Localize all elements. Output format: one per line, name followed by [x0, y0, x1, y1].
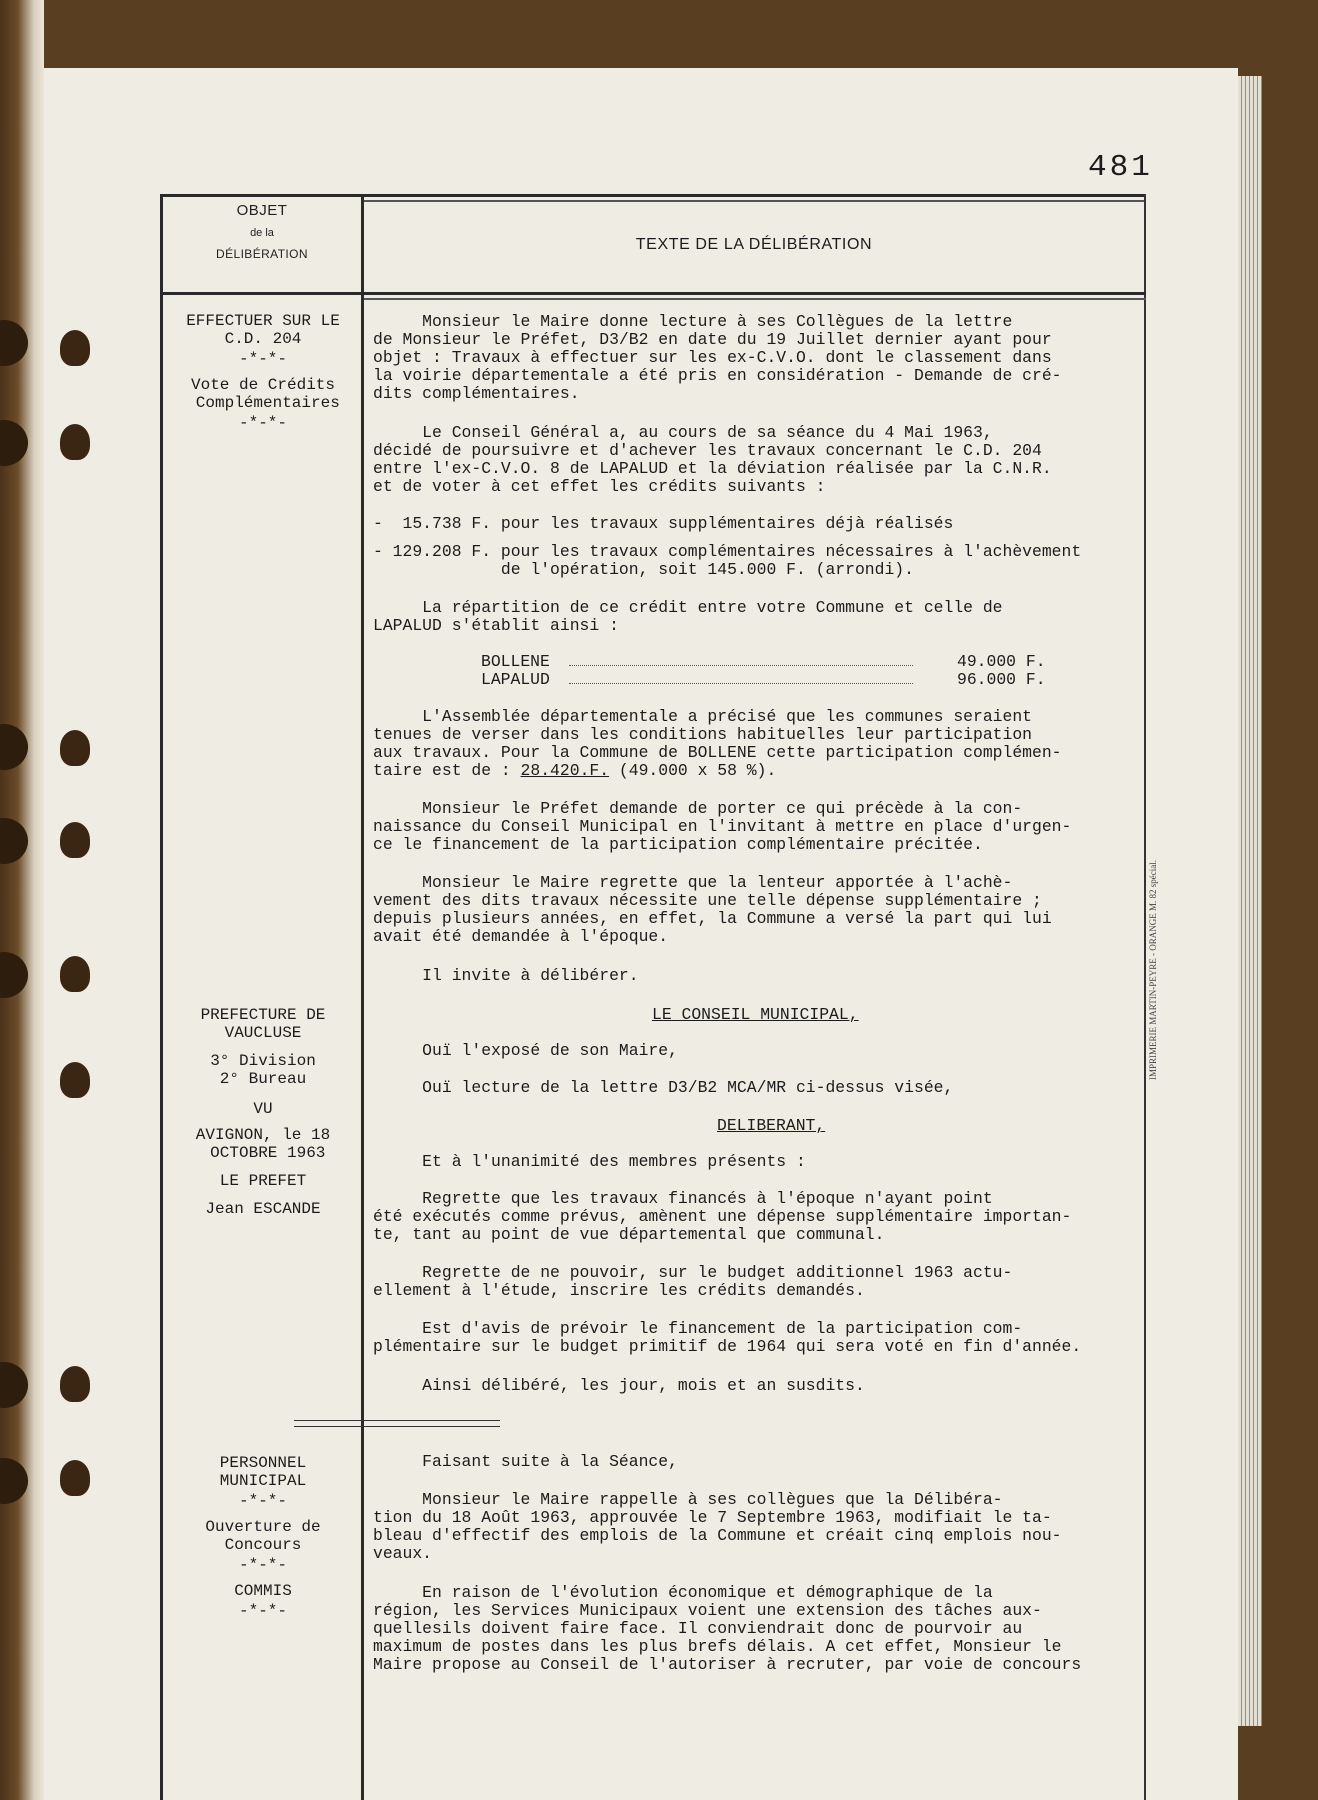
header-bottom-rule-inner — [364, 298, 1146, 300]
body-line: vement des dits travaux nécessite une telle dépense supplémentaire ; — [373, 891, 1042, 910]
table-right-border — [1144, 194, 1146, 1800]
page-punch-hole — [60, 1062, 90, 1098]
body-line: Le Conseil Général a, au cours de sa séance du 4 Mai 1963, — [373, 423, 993, 442]
split-name-lapalud: LAPALUD — [481, 670, 550, 689]
body-line: de Monsieur le Préfet, D3/B2 en date du 19 Juillet dernier ayant pour — [373, 330, 1052, 349]
body-line: plémentaire sur le budget primitif de 1964 qui sera voté en fin d'année. — [373, 1337, 1082, 1356]
body-line: Regrette que les travaux financés à l'époque n'ayant point — [373, 1189, 993, 1208]
sidebar-vu: VU — [253, 1100, 273, 1118]
body-line: Monsieur le Préfet demande de porter ce qui précède à la con- — [373, 799, 1023, 818]
header-objet-line2: de la — [250, 227, 274, 239]
page-stack-edges — [1238, 76, 1262, 1726]
sidebar-prefet: LE PREFET — [219, 1172, 307, 1190]
body-line: En raison de l'évolution économique et démographique de la — [373, 1583, 993, 1602]
sidebar-concours: Ouverture de Concours — [205, 1518, 321, 1554]
dot-leader — [569, 671, 913, 684]
participation-amount: 28.420.F. — [520, 761, 610, 780]
binder-margin — [0, 0, 44, 1800]
body-line: tenues de verser dans les conditions habituelles leur participation — [373, 725, 1033, 744]
list-item: - 15.738 F. pour les travaux supplémentaires déjà réalisés — [373, 514, 954, 533]
table-top-border — [160, 194, 1146, 197]
sidebar-prefet-name: Jean ESCANDE — [205, 1200, 321, 1218]
body-line: Est d'avis de prévoir le financement de la participation com- — [373, 1319, 1023, 1338]
body-line: Ainsi délibéré, les jour, mois et an susdits. — [373, 1376, 865, 1395]
body-line: L'Assemblée départementale a précisé que les communes seraient — [373, 707, 1033, 726]
column-header-objet — [164, 202, 360, 261]
split-name-bollene: BOLLENE — [481, 652, 550, 671]
sidebar-separator: -*-*- — [238, 350, 287, 368]
body-line: maximum de postes dans les plus brefs délais. A cet effet, Monsieur le — [373, 1637, 1062, 1656]
header-bottom-rule — [160, 292, 1146, 295]
column-header-texte: TEXTE DE LA DÉLIBÉRATION — [635, 236, 873, 253]
body-line: Ouï lecture de la lettre D3/B2 MCA/MR ci-dessus visée, — [373, 1078, 954, 1097]
table-top-border-inner — [364, 200, 1146, 202]
body-line: été exécutés comme prévus, amènent une dépense supplémentaire importan- — [373, 1207, 1072, 1226]
participation-text: taire est de : — [373, 761, 521, 780]
body-line: décidé de poursuivre et d'achever les travaux concernant le C.D. 204 — [373, 441, 1042, 460]
sidebar-separator: -*-*- — [238, 1492, 287, 1510]
body-line: Maire propose au Conseil de l'autoriser à recruter, par voie de concours — [373, 1655, 1082, 1674]
body-line: LAPALUD s'établit ainsi : — [373, 616, 619, 635]
page-punch-hole — [60, 330, 90, 366]
body-line: tion du 18 Août 1963, approuvée le 7 Septembre 1963, modifiait le ta- — [373, 1508, 1052, 1527]
sidebar-separator: -*-*- — [238, 1556, 287, 1574]
body-line-participation — [373, 762, 776, 780]
page-punch-hole — [60, 1366, 90, 1402]
body-line: objet : Travaux à effectuer sur les ex-C.V.O. dont le classement dans — [373, 348, 1052, 367]
body-line: Il invite à délibérer. — [373, 966, 639, 985]
list-item: de l'opération, soit 145.000 F. (arrondi). — [373, 560, 914, 579]
body-line: aux travaux. Pour la Commune de BOLLENE cette participation complémen- — [373, 743, 1062, 762]
page-punch-hole — [60, 424, 90, 460]
page-punch-hole — [60, 822, 90, 858]
sidebar-prefecture: PREFECTURE DE VAUCLUSE — [200, 1006, 326, 1042]
body-line: entre l'ex-C.V.O. 8 de LAPALUD et la déviation réalisée par la C.N.R. — [373, 459, 1052, 478]
participation-calc: (49.000 x 58 %). — [609, 761, 777, 780]
body-line: et de voter à cet effet les crédits suivants : — [373, 477, 826, 496]
page-punch-hole — [60, 730, 90, 766]
sidebar-personnel: PERSONNEL MUNICIPAL — [219, 1454, 307, 1490]
sidebar-commis: COMMIS — [234, 1582, 292, 1600]
table-left-border — [160, 194, 163, 1800]
body-line: Ouï l'exposé de son Maire, — [373, 1041, 678, 1060]
body-line: la voirie départementale a été pris en considération - Demande de cré- — [373, 366, 1062, 385]
page-punch-hole — [60, 1460, 90, 1496]
header-objet-line3: DÉLIBÉRATION — [216, 247, 308, 261]
sidebar-avignon-date: AVIGNON, le 18 OCTOBRE 1963 — [195, 1126, 331, 1162]
deliberant-heading: DELIBERANT, — [717, 1116, 826, 1135]
body-line: Monsieur le Maire rappelle à ses collègues que la Délibéra- — [373, 1490, 1003, 1509]
split-amount-lapalud: 96.000 F. — [957, 670, 1046, 689]
sidebar-subtitle-credits: Vote de Crédits Complémentaires — [190, 376, 340, 412]
header-objet-line1: OBJET — [236, 202, 288, 219]
body-line: dits complémentaires. — [373, 384, 580, 403]
list-item: - 129.208 F. pour les travaux complémentaires nécessaires à l'achèvement — [373, 542, 1082, 561]
page-punch-hole — [60, 956, 90, 992]
body-line: avait été demandée à l'époque. — [373, 927, 669, 946]
body-line: Monsieur le Maire regrette que la lenteur apportée à l'achè- — [373, 873, 1013, 892]
body-line: région, les Services Municipaux voient une extension des tâches aux- — [373, 1601, 1042, 1620]
printer-imprint: IMPRIMERIE MARTIN-PEYRE - ORANGE M. 82 spécial. — [1148, 860, 1158, 1080]
body-line: ce le financement de la participation complémentaire précitée. — [373, 835, 983, 854]
body-line: ellement à l'étude, inscrire les crédits demandés. — [373, 1281, 865, 1300]
body-line: Et à l'unanimité des membres présents : — [373, 1152, 806, 1171]
sidebar-title-cd204: EFFECTUER SUR LE C.D. 204 — [186, 312, 340, 348]
sidebar-separator: -*-*- — [238, 414, 287, 432]
body-line: depuis plusieurs années, en effet, la Commune a versé la part qui lui — [373, 909, 1052, 928]
split-amount-bollene: 49.000 F. — [957, 652, 1046, 671]
body-line: Regrette de ne pouvoir, sur le budget additionnel 1963 actu- — [373, 1263, 1013, 1282]
body-line: Monsieur le Maire donne lecture à ses Collègues de la lettre — [373, 312, 1013, 331]
body-line: te, tant au point de vue départemental que communal. — [373, 1225, 885, 1244]
conseil-heading: LE CONSEIL MUNICIPAL, — [652, 1005, 859, 1024]
sidebar-division: 3° Division 2° Bureau — [210, 1052, 316, 1088]
sidebar-separator: -*-*- — [238, 1602, 287, 1620]
column-divider — [361, 194, 364, 1800]
body-line: naissance du Conseil Municipal en l'invitant à mettre en place d'urgen- — [373, 817, 1072, 836]
body-line: veaux. — [373, 1544, 433, 1563]
body-line: Faisant suite à la Séance, — [373, 1452, 678, 1471]
page-number: 481 — [1088, 150, 1153, 185]
dot-leader — [569, 653, 913, 666]
double-rule-separator — [294, 1420, 500, 1427]
body-line: quellesils doivent faire face. Il conviendrait donc de pourvoir au — [373, 1619, 1023, 1638]
body-line: bleau d'effectif des emplois de la Commune et créait cinq emplois nou- — [373, 1526, 1062, 1545]
body-line: La répartition de ce crédit entre votre Commune et celle de — [373, 598, 1003, 617]
